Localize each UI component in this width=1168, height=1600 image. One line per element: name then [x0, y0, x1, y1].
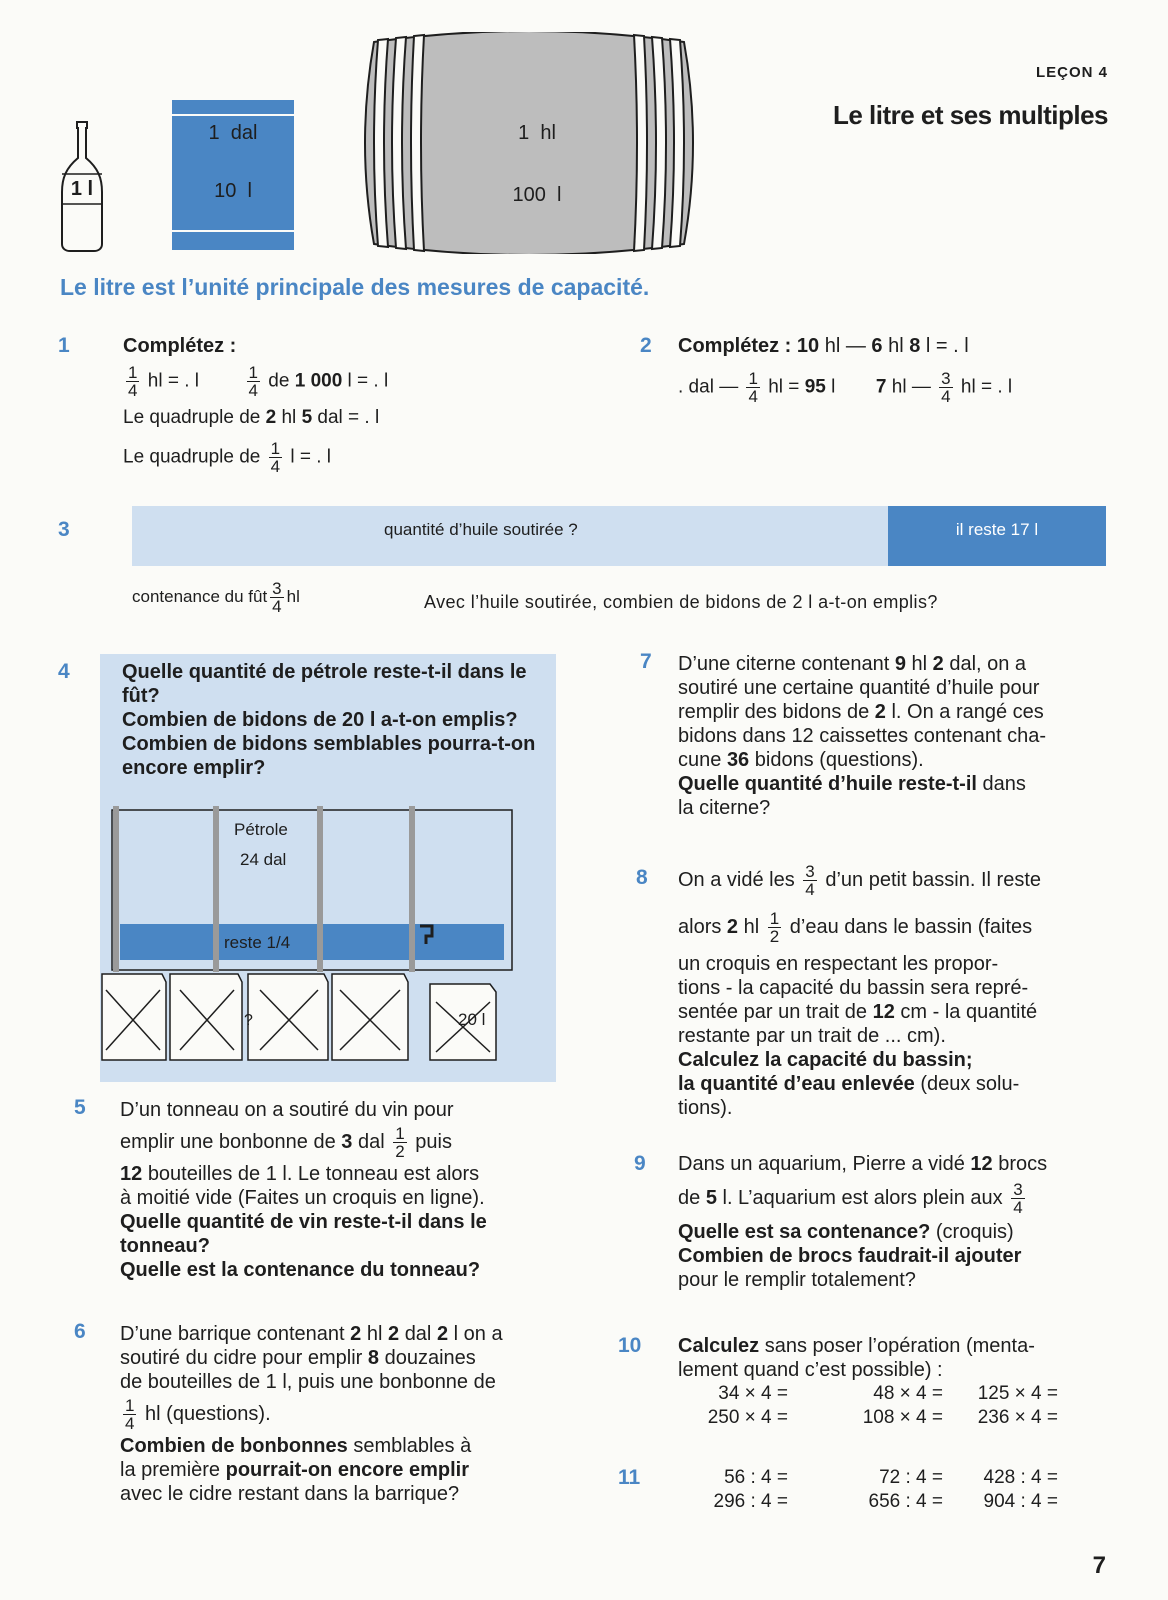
exercise-3-question: Avec l’huile soutirée, combien de bidons de 2 l a-t-on emplis?	[424, 592, 938, 612]
fraction: $\frac{3}{4}$	[805, 862, 815, 900]
exercise-1-line-3: Le quadruple de $\frac{1}{4}$ l = . l	[123, 439, 332, 476]
fraction: $\frac{3}{4}$	[272, 579, 282, 616]
exercise-11-number: 11	[618, 1466, 641, 1489]
petrol-tank-illustration	[100, 806, 556, 1082]
fraction: $\frac{1}{4}$	[125, 1396, 135, 1434]
exercise-4-question-2: Combien de bidons de 20 l a-t-on emplis?	[122, 709, 518, 731]
tank-reste-label: reste 1/4	[224, 933, 291, 952]
exercise-9-number: 9	[634, 1152, 646, 1175]
exercise-1-number: 1	[58, 334, 70, 357]
exercise-10-operations: 34 × 4 = 48 × 4 = 125 × 4 = 250 × 4 = 108 × 4 = 236 × 4 =	[707, 1383, 1058, 1428]
exercise-3-bar-label: quantité d’huile soutirée ?	[384, 520, 578, 539]
exercise-1	[123, 334, 543, 475]
exercise-4-number: 4	[58, 660, 70, 683]
exercise-8-number: 8	[636, 866, 648, 889]
can-question-mark: ?	[244, 1012, 253, 1029]
lesson-number: LEÇON 4	[1035, 64, 1108, 81]
exercise-6: D’une barrique contenant 2 hl 2 dal 2 l on a soutiré du cidre pour emplir 8 douzaines de bouteilles de 1 l, puis une bonbonne de $\frac{1}{4}$ hl (questions). Combien de bonbonnes semblables à la première pourrait-on encore emplir avec le cidre restant dans la barrique?	[120, 1323, 503, 1505]
dal-box-top-band	[172, 114, 294, 116]
barrel-top-label: 1 hl	[518, 122, 556, 144]
fraction: $\frac{3}{4}$	[941, 369, 951, 406]
exercise-10: Calculez sans poser l’opération (menta- lement quand c’est possible) : 34 × 4 = 48 × 4 = 125 × 4 = 250 × 4 = 108 × 4 = 236 × 4 =	[678, 1334, 1108, 1430]
fraction: $\frac{1}{2}$	[769, 909, 780, 947]
exercise-8: On a vidé les $\frac{3}{4}$ d’un petit bassin. Il reste alors 2 hl $\frac{1}{2}$ d’eau dans le bassin (faites un croquis en respectant les propor- tions - la capacité du bassin sera repré- sentée par un trait de 12 cm - la quantité restante par un trait de ... cm). Calculez la capacité du bassin; la quantité d’eau enlevée (deux solu- tions).	[678, 862, 1042, 1119]
exercise-3-rest-label: il reste 17 l	[955, 520, 1039, 539]
exercise-2-line-2: . dal — $\frac{1}{4}$ hl = 95 l 7 hl — $\frac{3}{4}$ hl = . l	[678, 369, 1013, 406]
barrel-bottom-label: 100 l	[512, 184, 562, 206]
exercise-2	[678, 334, 1128, 405]
exercise-1-title: Complétez :	[123, 335, 237, 357]
fraction: $\frac{1}{4}$	[248, 363, 259, 400]
dal-box-bottom-label: 10 l	[214, 180, 252, 202]
exercise-4-question-3: Combien de bidons semblables pourra-t-on encore emplir?	[122, 733, 536, 779]
exercise-3-contenance: contenance du fût $\frac{3}{4}$ hl	[132, 579, 300, 616]
exercise-11	[678, 1466, 1108, 1514]
exercise-7-number: 7	[640, 650, 652, 673]
fraction: $\frac{3}{4}$	[1013, 1180, 1023, 1218]
exercise-2-line-1: Complétez : 10 hl — 6 hl 8 l = . l	[678, 335, 969, 357]
exercise-10-number: 10	[618, 1334, 642, 1357]
fraction: $\frac{1}{4}$	[270, 439, 281, 476]
fraction: $\frac{1}{2}$	[395, 1124, 405, 1162]
exercise-3-number: 3	[58, 518, 70, 541]
fraction: $\frac{1}{4}$	[748, 369, 758, 406]
exercise-4-questions	[122, 660, 552, 780]
tank-label-2: 24 dal	[240, 850, 287, 869]
rule-statement: Le litre est l’unité principale des mesures de capacité.	[60, 274, 650, 300]
exercise-5-number: 5	[74, 1096, 86, 1119]
dal-box-bottom-band	[172, 230, 294, 232]
can-20l-label: 20 l	[458, 1010, 486, 1029]
exercise-4-question-1: Quelle quantité de pétrole reste-t-il dans le fût?	[122, 661, 527, 707]
exercise-2-number: 2	[640, 334, 652, 357]
exercise-9: Dans un aquarium, Pierre a vidé 12 brocs de 5 l. L’aquarium est alors plein aux $\frac{3}{4}$ Quelle est sa contenance? (croquis) Combien de brocs faudrait-il ajouter pour le remplir totalement?	[678, 1153, 1048, 1291]
bottle-label: 1 l	[70, 178, 94, 200]
page-title: Le litre et ses multiples	[832, 100, 1108, 130]
exercise-5: D’un tonneau on a soutiré du vin pour emplir une bonbonne de 3 dal $\frac{1}{2}$ puis 12 bouteilles de 1 l. Le tonneau est alors à moitié vide (Faites un croquis en ligne). Quelle quantité de vin reste-t-il dans le tonneau? Quelle est la contenance du tonneau?	[120, 1099, 487, 1281]
dal-box-top-label: 1 dal	[208, 122, 258, 144]
dal-box	[172, 100, 294, 250]
exercise-1-line-1: $\frac{1}{4}$ hl = . l $\frac{1}{4}$ de 1 000 l = . l	[128, 363, 389, 400]
tank-label-1: Pétrole	[234, 820, 288, 839]
fraction: $\frac{1}{4}$	[128, 363, 138, 400]
exercise-7: D’une citerne contenant 9 hl 2 dal, on a soutiré une certaine quantité d’huile pour remplir des bidons de 2 l. On a rangé ces bidons dans 12 caissettes contenant cha- cune 36 bidons (questions). Quelle quantité d’huile reste-t-il dans la citerne?	[678, 653, 1047, 819]
exercise-1-line-2: Le quadruple de 2 hl 5 dal = . l	[123, 407, 380, 428]
exercise-11-operations: 56 : 4 = 72 : 4 = 428 : 4 = 296 : 4 = 656 : 4 = 904 : 4 =	[713, 1467, 1058, 1512]
exercise-6-number: 6	[74, 1320, 86, 1343]
page-number: 7	[1092, 1552, 1106, 1579]
